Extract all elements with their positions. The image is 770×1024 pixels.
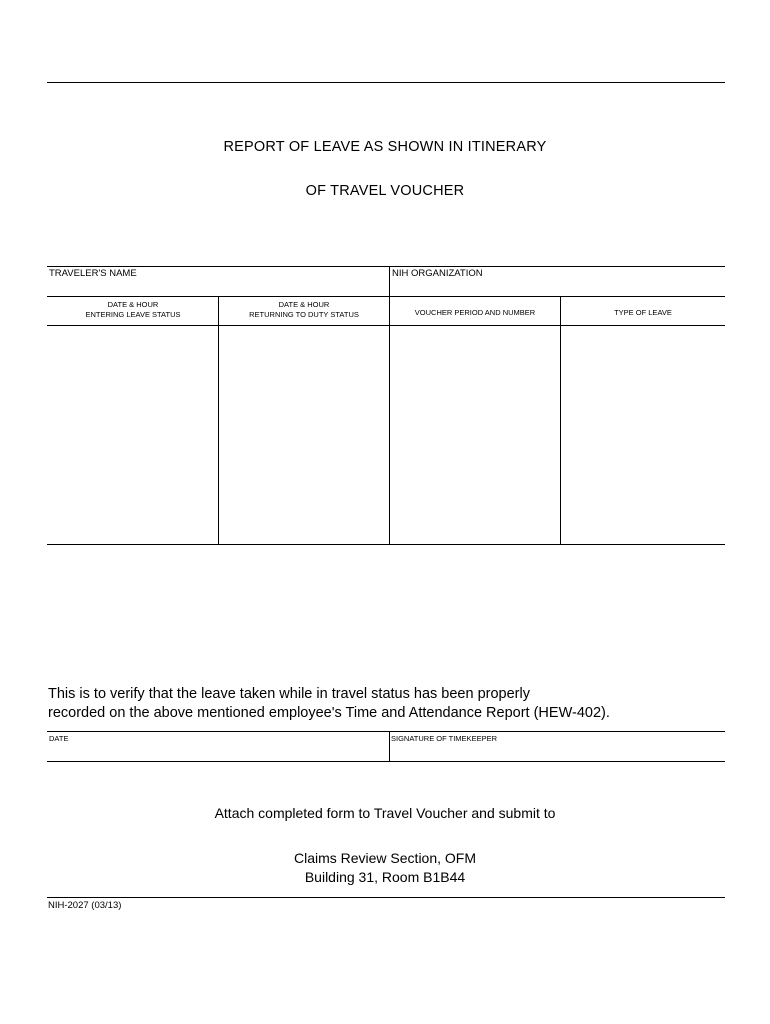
date-signature-divider <box>389 731 390 761</box>
address-line2: Building 31, Room B1B44 <box>304 869 466 885</box>
form-title-line2: OF TRAVEL VOUCHER <box>305 183 465 199</box>
name-org-divider <box>389 266 390 296</box>
verification-line1: This is to verify that the leave taken while in travel status has been properly <box>48 686 530 702</box>
signature-field[interactable] <box>391 744 724 760</box>
entry-cell-type-of-leave[interactable] <box>562 327 724 543</box>
table-top-rule <box>47 266 725 267</box>
column-header-voucher: VOUCHER PERIOD AND NUMBER <box>414 308 536 317</box>
header-top-rule <box>47 296 725 297</box>
date-field[interactable] <box>48 744 388 760</box>
column-divider-1 <box>218 296 219 544</box>
top-rule <box>47 82 725 83</box>
travelers-name-label: TRAVELER'S NAME <box>49 268 137 279</box>
entry-cell-entering[interactable] <box>48 327 217 543</box>
signature-top-rule <box>47 731 725 732</box>
attach-instructions: Attach completed form to Travel Voucher and submit to <box>214 805 556 821</box>
header-bottom-rule <box>47 325 725 326</box>
entry-cell-voucher[interactable] <box>391 327 559 543</box>
entry-cell-returning[interactable] <box>220 327 388 543</box>
signature-bottom-rule <box>47 761 725 762</box>
nih-organization-label: NIH ORGANIZATION <box>392 268 483 279</box>
form-title-line1: REPORT OF LEAVE AS SHOWN IN ITINERARY <box>223 139 547 155</box>
date-label: DATE <box>49 734 69 743</box>
column-header-returning: DATE & HOUR RETURNING TO DUTY STATUS <box>249 300 359 319</box>
footer-rule <box>47 897 725 898</box>
verification-statement <box>48 685 610 723</box>
column-header-entering: DATE & HOUR ENTERING LEAVE STATUS <box>85 300 181 319</box>
table-bottom-rule <box>47 544 725 545</box>
form-number: NIH-2027 (03/13) <box>48 900 122 911</box>
address-line1: Claims Review Section, OFM <box>293 850 477 866</box>
column-header-type-of-leave: TYPE OF LEAVE <box>614 308 672 317</box>
signature-label: SIGNATURE OF TIMEKEEPER <box>391 734 497 743</box>
column-divider-2 <box>389 296 390 544</box>
verification-line2: recorded on the above mentioned employee's Time and Attendance Report (HEW-402). <box>48 705 610 721</box>
column-divider-3 <box>560 296 561 544</box>
